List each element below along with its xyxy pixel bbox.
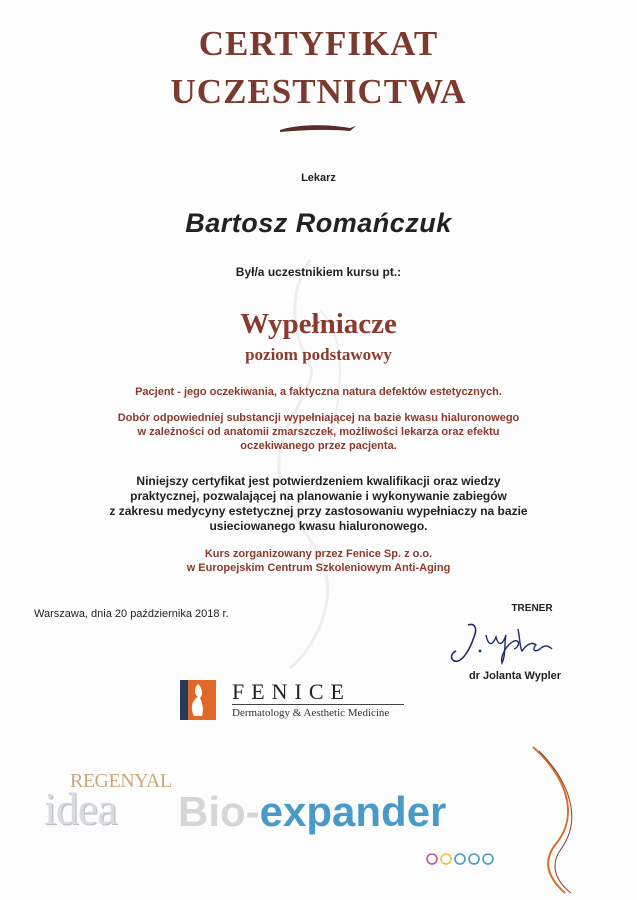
course-topic-1: [0, 385, 637, 399]
place-and-date: Warszawa, dnia 20 października 2018 r.: [34, 608, 229, 620]
certificate-title-line1: CERTYFIKAT: [198, 24, 439, 63]
bio-expander-wordmark: [178, 788, 446, 836]
course-topic-2-line: oczekiwanego przez pacjenta.: [240, 440, 397, 452]
description-line: Niniejszy certyfikat jest potwierdzeniem kwalifikacji oraz wiedzy: [136, 474, 501, 488]
course-topic-2-line: Dobór odpowiedniej substancji wypełniającej na bazie kwasu hialuronowego: [117, 412, 520, 424]
trainer-signature: [440, 615, 560, 670]
organizer-line: Kurs zorganizowany przez Fenice Sp. z o.o.: [204, 548, 433, 560]
title-flourish: [278, 120, 358, 136]
organizer-info: [0, 547, 637, 575]
course-title: Wypełniacze: [240, 308, 397, 340]
recipient-name: Bartosz Romańczuk: [185, 208, 452, 238]
course-topic-2-line: w zależności od anatomii zmarszczek, możliwości lekarza oraz efektu: [137, 426, 500, 438]
description-line: praktycznej, pozwalającej na planowanie i wykonywanie zabiegów: [130, 489, 507, 503]
regenyal-wordmark: REGENYAL: [70, 770, 172, 792]
fenice-logo-icon: [180, 680, 216, 720]
trainer-name: dr Jolanta Wypler: [468, 670, 562, 682]
certificate-title-line2: UCZESTNICTWA: [170, 72, 467, 111]
description-line: usieciowanego kwasu hialuronowego.: [209, 519, 428, 533]
participant-statement: Był/a uczestnikiem kursu pt.:: [235, 265, 402, 279]
course-topic-1-text: Pacjent - jego oczekiwania, a faktyczna natura defektów estetycznych.: [135, 386, 502, 398]
trainer-label: TRENER: [511, 603, 553, 614]
decorative-swirl: [525, 745, 585, 895]
color-dots-icon: [425, 852, 505, 866]
fenice-logo-name: FENICE: [232, 679, 351, 704]
expander-word: expander: [259, 788, 447, 835]
fenice-logo-divider: [232, 704, 404, 705]
description-line: z zakresu medycyny estetycznej przy zastosowaniu wypełniaczy na bazie: [109, 504, 528, 518]
course-topic-2: [0, 411, 637, 453]
certificate-description: [0, 474, 637, 534]
course-subtitle: poziom podstawowy: [245, 345, 392, 364]
organizer-line: w Europejskim Centrum Szkoleniowym Anti-Aging: [186, 562, 451, 574]
bio-prefix: Bio-: [178, 788, 260, 835]
recipient-role: Lekarz: [301, 172, 336, 184]
fenice-logo-tagline: Dermatology & Aesthetic Medicine: [232, 707, 390, 719]
idea-wordmark: idea: [44, 783, 117, 834]
